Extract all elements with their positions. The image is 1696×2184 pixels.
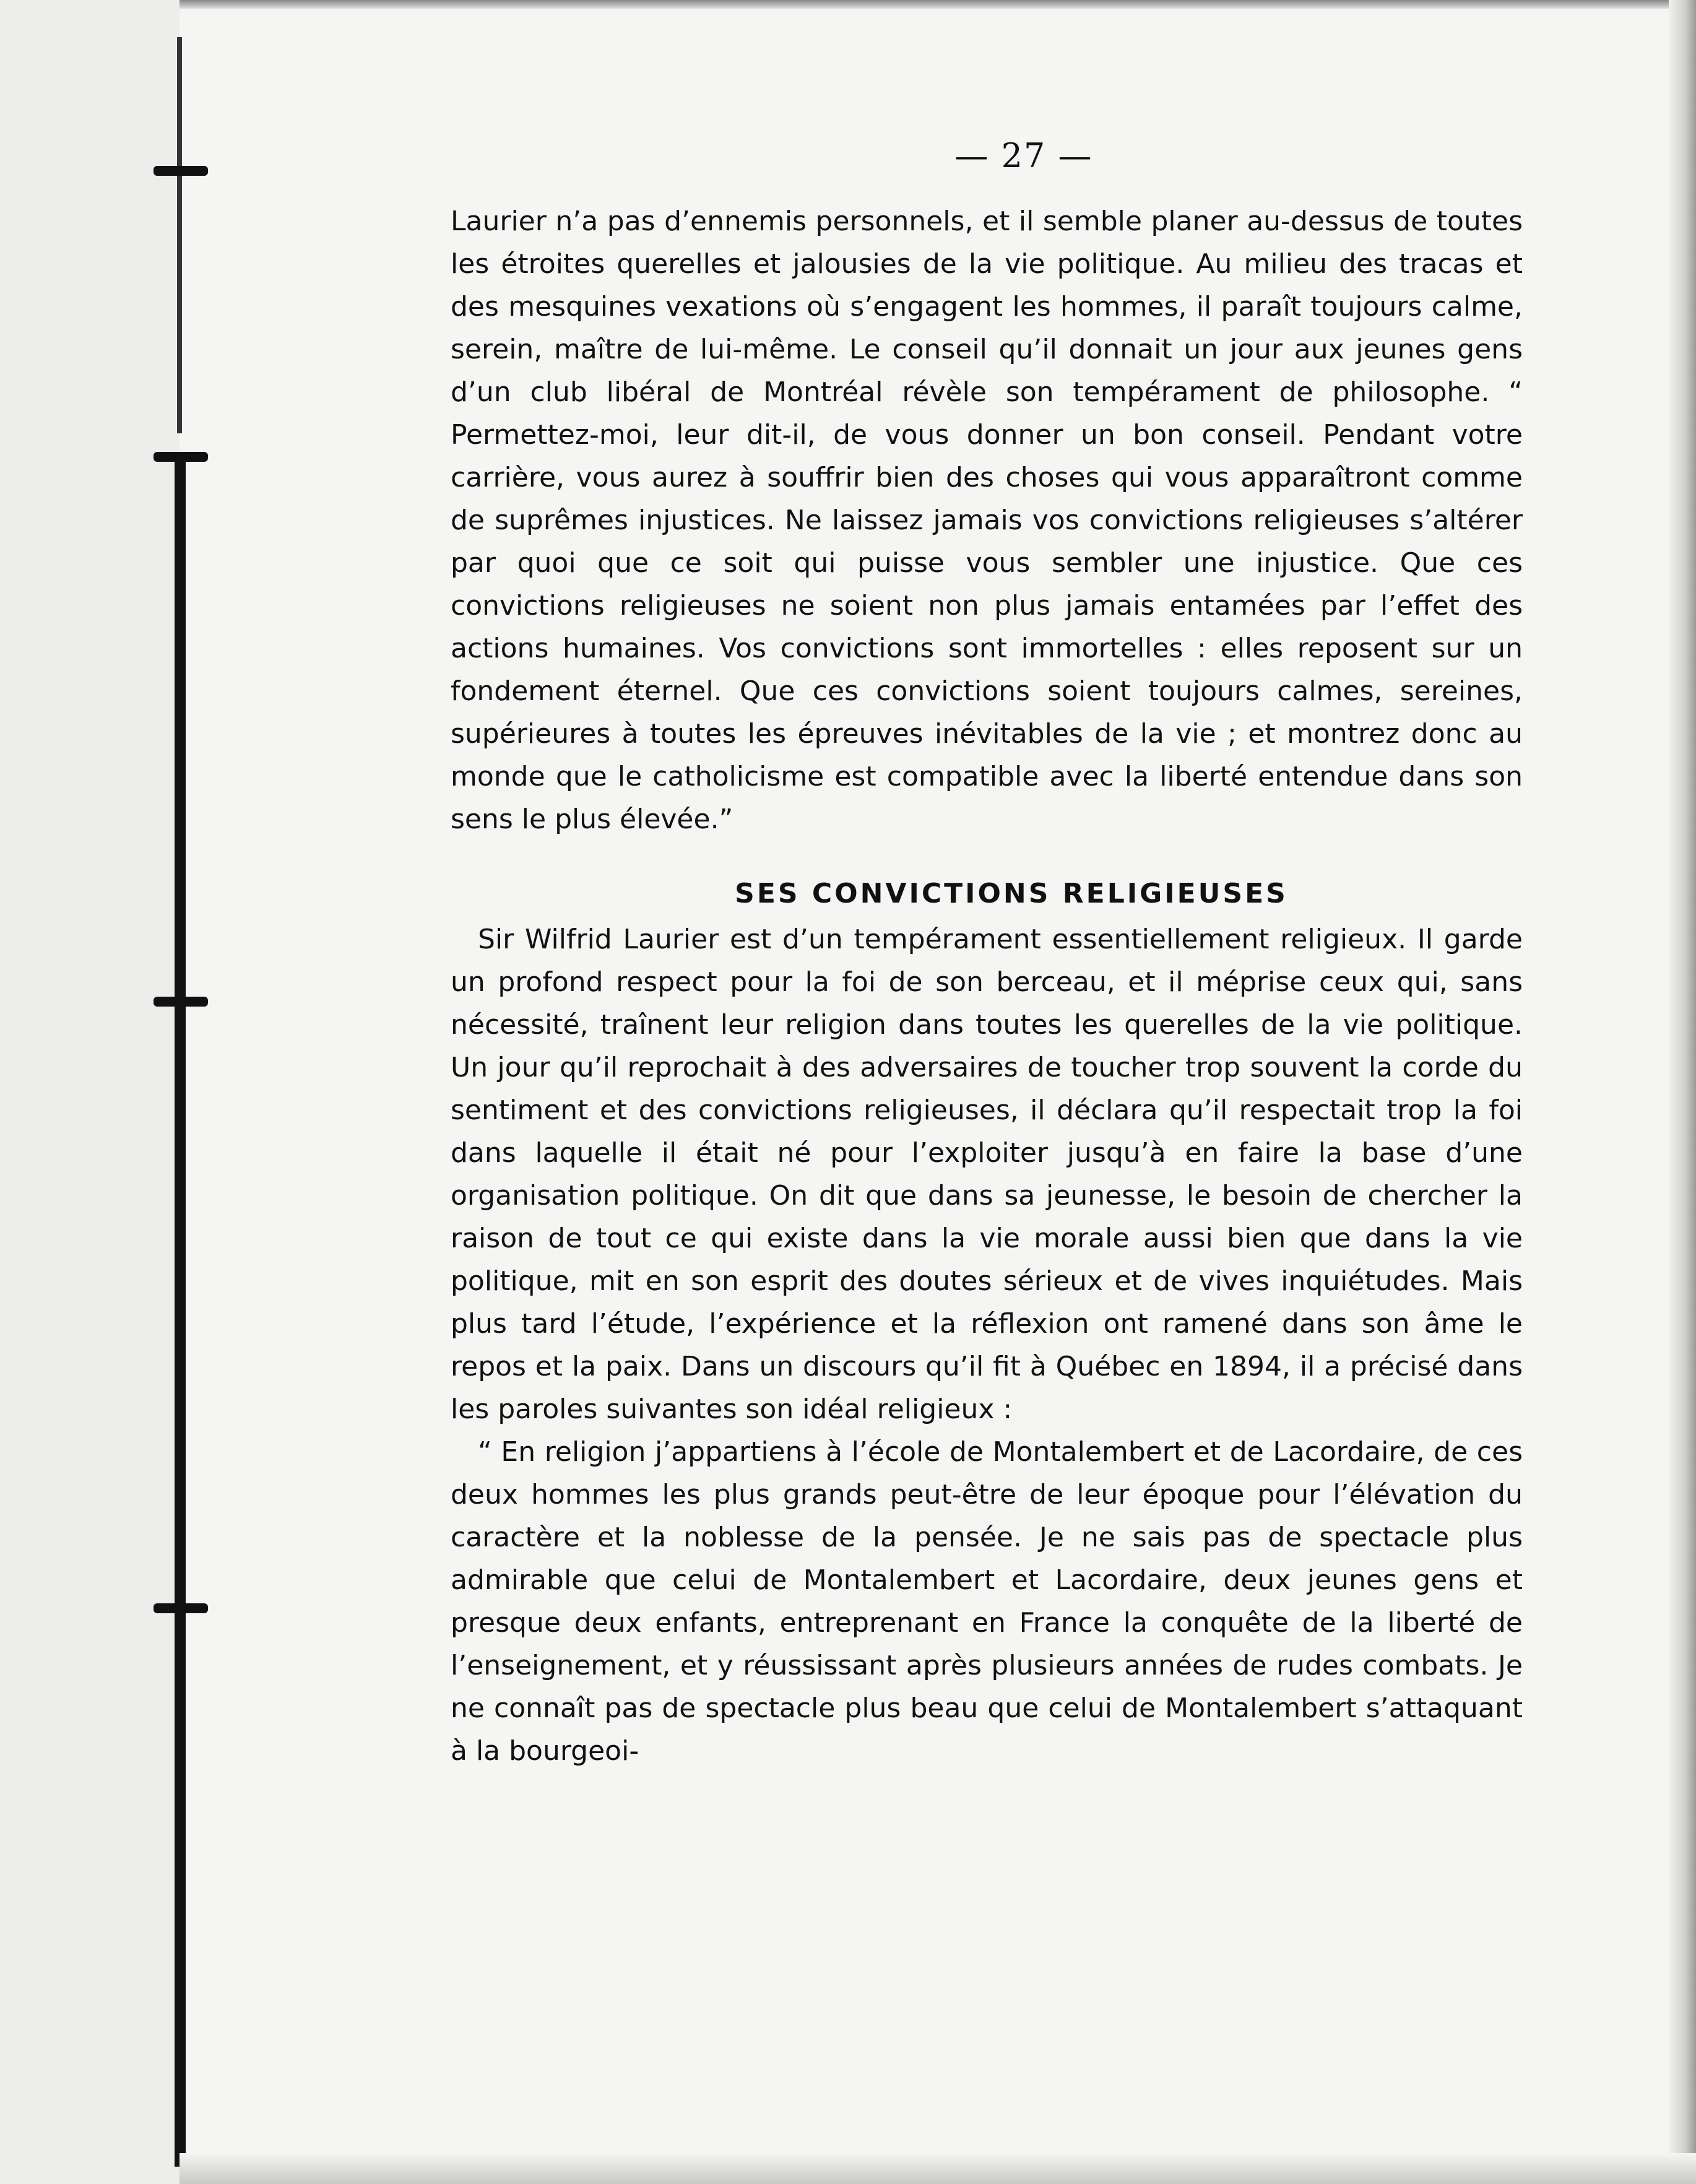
binding-thread-upper [177,37,182,433]
binding-stitch [154,166,208,176]
binding-margin [0,0,180,2184]
binding-stitch [154,452,208,462]
paragraph-religious-convictions: Sir Wilfrid Laurier est d’un tempérament essentiellement religieux. Il garde un profond respect pour la foi de son berceau, et il méprise ceux qui, sans nécessité, traînent leur religion dans toutes les querelles de la vie politique. Un jour qu’il reprochait à des adversaires de toucher trop souvent la corde du sentiment et des convictions religieuses, il déclara qu’il respectait trop la foi dans laquelle il était né pour l’exploiter jusqu’à en faire la base d’une organisation politique. On dit que dans sa jeunesse, le besoin de chercher la raison de tout ce qui existe dans la vie morale aussi bien que dans la vie politique, mit en son esprit des doutes sérieux et de vives inquiétudes. Mais plus tard l’étude, l’expérience et la réflexion ont ramené dans son âme le repos et la paix. Dans un discours qu’il fit à Québec en 1894, il a précisé dans les paroles suivantes son idéal religieux : [451,924,1523,1425]
binding-thread-lower [175,458,186,2167]
page-right-edge [1669,0,1696,2184]
page-number: — 27 — [954,136,1093,175]
page-content [451,136,1523,1772]
binding-stitch [154,997,208,1007]
paragraph-quebec-speech-quote: “ En religion j’appartiens à l’école de Montalembert et de Lacordaire, de ces deux hommes les plus grands peut-être de leur époque pour l’élévation du caractère et la noblesse de la pensée. Je ne sais pas de spectacle plus admirable que celui de Montalembert et Lacordaire, deux jeunes gens et presque deux enfants, entreprenant en France la conquête de la liberté de l’enseignement, et y réussissant après plusieurs années de rudes combats. Je ne connaît pas de spectacle plus beau que celui de Montalembert s’attaquant à la bourgeoi- [451,1436,1523,1767]
page-top-edge [180,0,1696,9]
section-heading: SES CONVICTIONS RELIGIEUSES [735,878,1288,909]
paragraph-laurier-counsel: Laurier n’a pas d’ennemis personnels, et il semble planer au-dessus de toutes les étroites querelles et jalousies de la vie politique. Au milieu des tracas et des mesquines vexations où s’engagent les hommes, il paraît toujours calme, serein, maître de lui-même. Le conseil qu’il donnait un jour aux jeunes gens d’un club libéral de Montréal révèle son tempérament de philosophe. “ Permettez-moi, leur dit-il, de vous donner un bon conseil. Pendant votre carrière, vous aurez à souffrir bien des choses qui vous apparaîtront comme de suprêmes injustices. Ne laissez jamais vos convictions religieuses s’altérer par quoi que ce soit qui puisse vous sembler une injustice. Que ces convictions religieuses ne soient non plus jamais entamées par l’effet des actions humaines. Vos convictions sont immortelles : elles reposent sur un fondement éternel. Que ces convictions soient toujours calmes, sereines, supérieures à toutes les épreuves inévitables de la vie ; et montrez donc au monde que le catholicisme est compatible avec la liberté entendue dans son sens le plus élevée.” [451,206,1523,835]
binding-stitch [154,1603,208,1613]
page-bottom-edge [180,2153,1696,2184]
